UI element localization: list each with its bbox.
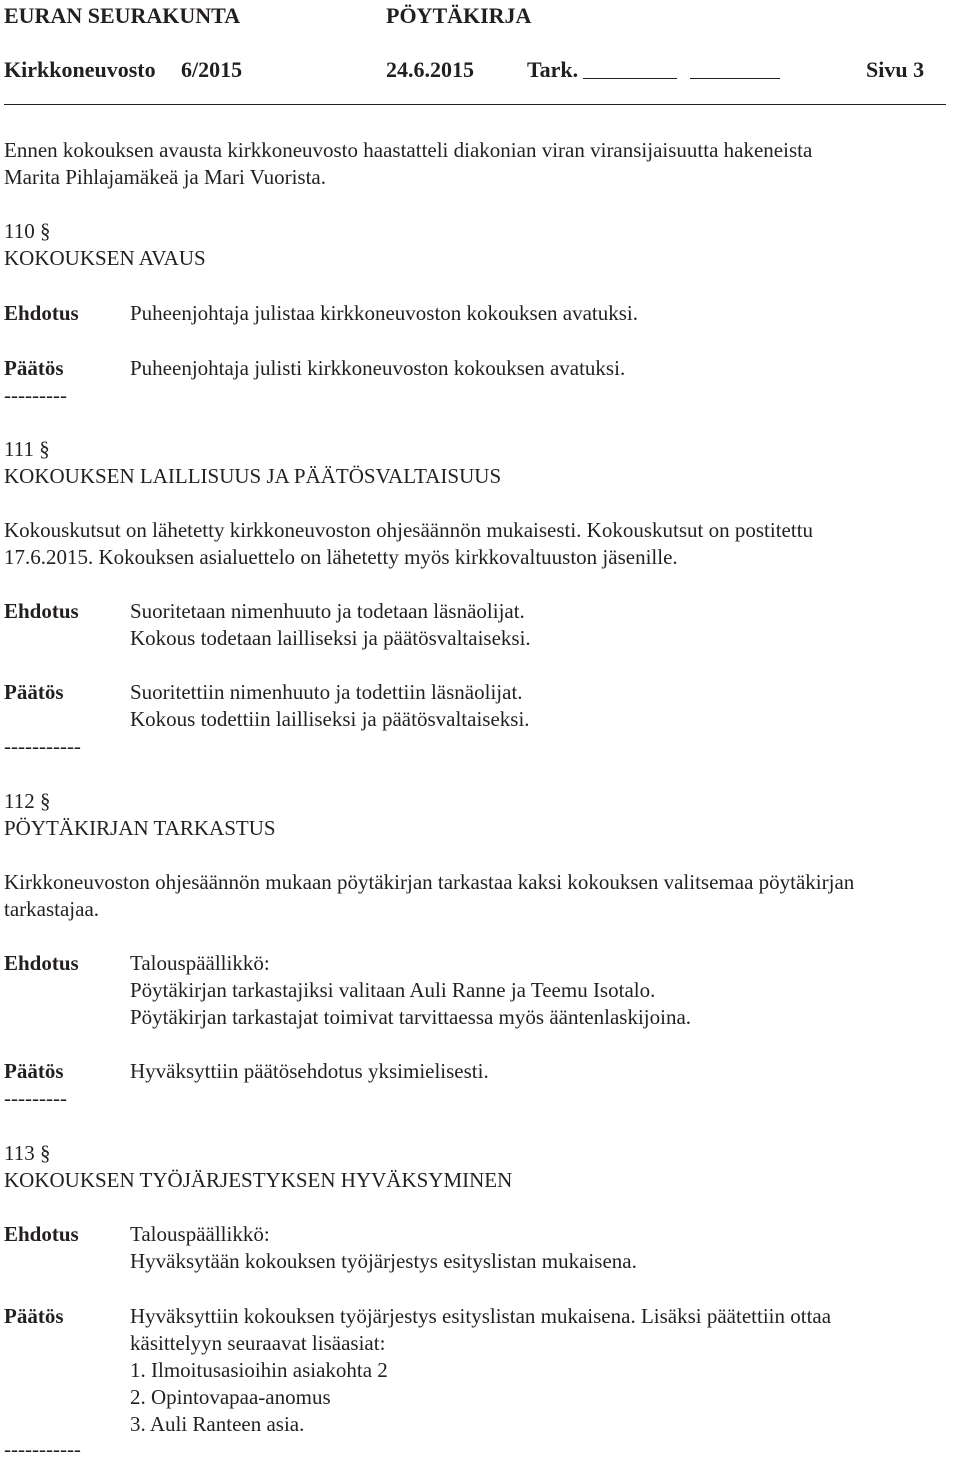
section-111-body xyxy=(4,517,813,571)
text-line: Pöytäkirjan tarkastajiksi valitaan Auli Ranne ja Teemu Isotalo. xyxy=(130,978,656,1002)
section-number: 113 § xyxy=(4,1141,51,1165)
text-line: Kokouskutsut on lähetetty kirkkoneuvoston ohjesäännön mukaisesti. Kokouskutsut on postitettu xyxy=(4,518,814,542)
intro-paragraph xyxy=(4,137,812,191)
header-date: 24.6.2015 xyxy=(386,57,474,82)
decision-label: Päätös xyxy=(4,1059,64,1083)
text-line: Suoritettiin nimenhuuto ja todettiin läsnäolijat. xyxy=(130,680,523,704)
section-number: 110 § xyxy=(4,219,51,243)
intro-line: Marita Pihlajamäkeä ja Mari Vuorista. xyxy=(4,165,327,189)
proposal-label: Ehdotus xyxy=(4,951,79,975)
decision-label: Päätös xyxy=(4,680,64,704)
text-line: Hyväksyttiin päätösehdotus yksimielisesti. xyxy=(130,1059,489,1083)
proposal-label: Ehdotus xyxy=(4,599,79,623)
proposal-text xyxy=(130,300,638,327)
text-line: Suoritetaan nimenhuuto ja todetaan läsnäolijat. xyxy=(130,599,525,623)
separator: ----------- xyxy=(4,1437,81,1461)
proposal-label: Ehdotus xyxy=(4,1222,79,1246)
text-line: Kokous todettiin lailliseksi ja päätösvaltaiseksi. xyxy=(130,707,530,731)
header-page-label: Sivu 3 xyxy=(866,57,925,82)
section-111-heading xyxy=(4,436,501,490)
text-line: 17.6.2015. Kokouksen asialuettelo on lähetetty myös kirkkovaltuuston jäsenille. xyxy=(4,545,678,569)
text-line: Hyväksyttiin kokouksen työjärjestys esityslistan mukaisena. Lisäksi päätettiin ottaa xyxy=(130,1304,832,1328)
text-line: Hyväksytään kokouksen työjärjestys esityslistan mukaisena. xyxy=(130,1249,637,1273)
decision-label: Päätös xyxy=(4,1304,64,1328)
text-line: Pöytäkirjan tarkastajat toimivat tarvittaessa myös ääntenlaskijoina. xyxy=(130,1005,692,1029)
text-line: tarkastajaa. xyxy=(4,897,100,921)
decision-text xyxy=(130,1058,489,1085)
proposal-text xyxy=(130,598,531,652)
text-line: 1. Ilmoitusasioihin asiakohta 2 xyxy=(130,1358,388,1382)
header-meeting-no: 6/2015 xyxy=(181,57,243,82)
section-110-heading xyxy=(4,218,206,272)
proposal-text xyxy=(130,950,691,1031)
section-112-heading xyxy=(4,788,276,842)
separator: --------- xyxy=(4,383,67,407)
header-doc-type: PÖYTÄKIRJA xyxy=(386,3,532,28)
section-number: 111 § xyxy=(4,437,50,461)
section-title: PÖYTÄKIRJAN TARKASTUS xyxy=(4,816,276,840)
decision-text xyxy=(130,1303,831,1438)
header-org: EURAN SEURAKUNTA xyxy=(4,3,241,28)
decision-text xyxy=(130,355,625,382)
section-title: KOKOUKSEN TYÖJÄRJESTYKSEN HYVÄKSYMINEN xyxy=(4,1168,513,1192)
decision-label: Päätös xyxy=(4,356,64,380)
header-body: Kirkkoneuvosto xyxy=(4,57,156,82)
proposal-label: Ehdotus xyxy=(4,301,79,325)
text-line: Kokous todetaan lailliseksi ja päätösvaltaiseksi. xyxy=(130,626,531,650)
separator: --------- xyxy=(4,1086,67,1110)
text-line: 3. Auli Ranteen asia. xyxy=(130,1412,305,1436)
section-number: 112 § xyxy=(4,789,51,813)
section-title: KOKOUKSEN AVAUS xyxy=(4,246,206,270)
proposal-text xyxy=(130,1221,637,1275)
text-line: 2. Opintovapaa-anomus xyxy=(130,1385,331,1409)
text-line: Talouspäällikkö: xyxy=(130,951,270,975)
decision-text xyxy=(130,679,530,733)
header-check-label: Tark. xyxy=(527,57,579,82)
section-title: KOKOUKSEN LAILLISUUS JA PÄÄTÖSVALTAISUUS xyxy=(4,464,502,488)
separator: ----------- xyxy=(4,734,81,758)
intro-line: Ennen kokouksen avausta kirkkoneuvosto haastatteli diakonian viran viransijaisuutta hakeneista xyxy=(4,138,813,162)
text-line: Puheenjohtaja julistaa kirkkoneuvoston kokouksen avatuksi. xyxy=(130,301,638,325)
signature-line-2 xyxy=(690,78,780,79)
section-113-heading xyxy=(4,1140,512,1194)
text-line: Talouspäällikkö: xyxy=(130,1222,270,1246)
text-line: Kirkkoneuvoston ohjesäännön mukaan pöytäkirjan tarkastaa kaksi kokouksen valitsemaa pöytäkirjan xyxy=(4,870,855,894)
signature-line-1 xyxy=(583,78,677,79)
text-line: Puheenjohtaja julisti kirkkoneuvoston kokouksen avatuksi. xyxy=(130,356,626,380)
header-rule xyxy=(4,104,946,105)
text-line: käsittelyyn seuraavat lisäasiat: xyxy=(130,1331,386,1355)
section-112-body xyxy=(4,869,854,923)
